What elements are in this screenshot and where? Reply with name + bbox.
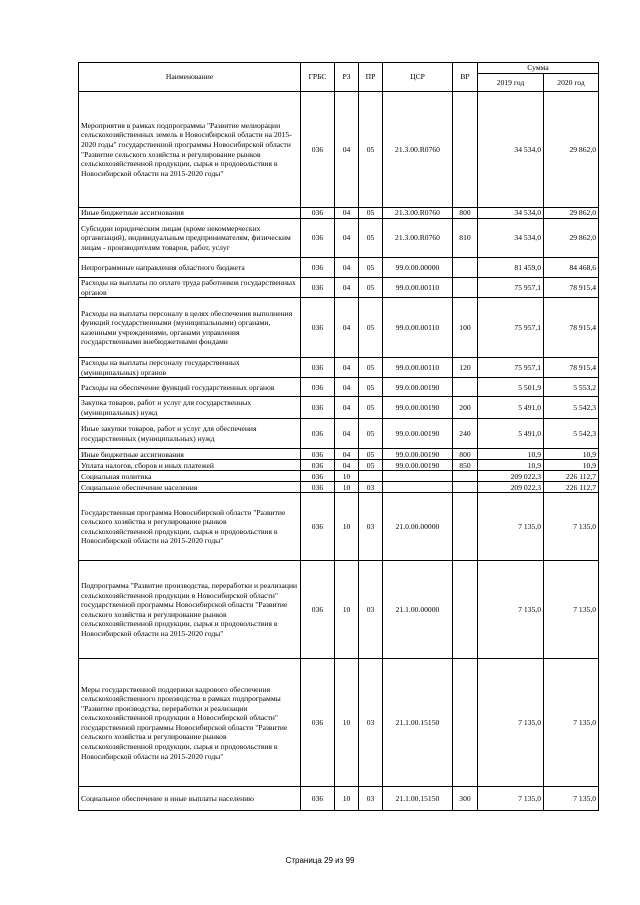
row-vr — [453, 482, 478, 493]
row-pr — [359, 471, 383, 482]
page-number: Страница 29 из 99 — [285, 856, 355, 865]
row-amount-2019: 34 534,0 — [478, 208, 544, 219]
row-pr: 05 — [359, 460, 383, 471]
row-pr: 05 — [359, 208, 383, 219]
row-pr: 05 — [359, 358, 383, 378]
row-rz: 10 — [335, 659, 359, 787]
row-vr: 300 — [453, 787, 478, 811]
row-grbs: 036 — [301, 659, 335, 787]
header-year-2019: 2019 год — [478, 74, 544, 92]
row-amount-2019: 34 534,0 — [478, 219, 544, 258]
row-pr: 03 — [359, 561, 383, 659]
table-row — [79, 449, 599, 460]
table-row — [79, 561, 599, 659]
row-amount-2020: 226 112,7 — [544, 482, 599, 493]
row-pr: 05 — [359, 449, 383, 460]
row-grbs: 036 — [301, 208, 335, 219]
row-vr — [453, 659, 478, 787]
row-grbs: 036 — [301, 471, 335, 482]
row-amount-2020: 7 135,0 — [544, 787, 599, 811]
row-amount-2020: 7 135,0 — [544, 659, 599, 787]
row-pr: 05 — [359, 419, 383, 449]
row-name: Иные бюджетные ассигнования — [79, 449, 301, 460]
row-amount-2020: 7 135,0 — [544, 493, 599, 561]
row-name: Государственная программа Новосибирской области "Развитие сельского хозяйства и регулирование рынков сельскохозяйственной продукции, сырья и продовольствия в Новосибирской области на 2015-2020 годы" — [79, 493, 301, 561]
row-rz: 10 — [335, 561, 359, 659]
row-name: Субсидии юридическим лицам (кроме некоммерческих организаций), индивидуальным предпринимателям, физическим лицам - производителям товаров, работ, услуг — [79, 219, 301, 258]
row-grbs: 036 — [301, 419, 335, 449]
row-amount-2019: 75 957,1 — [478, 358, 544, 378]
table-row — [79, 358, 599, 378]
row-amount-2020: 29 862,0 — [544, 92, 599, 208]
row-csr: 21.1.00.00000 — [383, 561, 453, 659]
row-vr: 850 — [453, 460, 478, 471]
row-amount-2020: 78 915,4 — [544, 278, 599, 298]
row-vr — [453, 92, 478, 208]
row-pr: 05 — [359, 298, 383, 358]
row-rz: 04 — [335, 92, 359, 208]
row-rz: 04 — [335, 208, 359, 219]
header-grbs: ГРБС — [301, 63, 335, 92]
row-rz: 04 — [335, 397, 359, 419]
row-name: Расходы на выплаты персоналу государственных (муниципальных) органов — [79, 358, 301, 378]
row-pr: 05 — [359, 278, 383, 298]
row-vr: 200 — [453, 397, 478, 419]
row-amount-2020: 78 915,4 — [544, 358, 599, 378]
row-rz: 10 — [335, 787, 359, 811]
table-row — [79, 298, 599, 358]
row-vr — [453, 493, 478, 561]
row-csr: 99.0.00.00000 — [383, 258, 453, 278]
row-pr: 05 — [359, 258, 383, 278]
budget-table-body — [79, 92, 599, 811]
row-name: Мероприятия в рамках подпрограммы "Развитие мелиорации сельскохозяйственных земель в Новосибирской области на 2015-2020 годы" государственной программы Новосибирской области "Развитие сельского хозяйства и регулирование рынков сельскохозяйственной продукции, сырья и продовольствия в Новосибирской области на 2015-2020 годы" — [79, 92, 301, 208]
row-amount-2020: 10,9 — [544, 449, 599, 460]
row-amount-2019: 81 459,0 — [478, 258, 544, 278]
header-name: Наименование — [79, 63, 301, 92]
row-csr: 21.3.00.R0760 — [383, 208, 453, 219]
table-row — [79, 278, 599, 298]
row-rz: 04 — [335, 378, 359, 397]
row-amount-2019: 7 135,0 — [478, 493, 544, 561]
header-rz: РЗ — [335, 63, 359, 92]
row-name: Меры государственной поддержки кадрового обеспечения сельскохозяйственного производства в рамках подпрограммы "Развитие производства, переработки и реализации сельскохозяйственной продукции в Новосибирской области" государственной программы Новосибирской области "Развитие сельского хозяйства и регулирование рынков сельскохозяйственной продукции, сырья и продовольствия в Новосибирской области на 2015-2020 годы" — [79, 659, 301, 787]
row-name: Социальное обеспечение населения — [79, 482, 301, 493]
row-name: Подпрограмма "Развитие производства, переработки и реализации сельскохозяйственной продукции в Новосибирской области" государственной программы Новосибирской области "Развитие сельского хозяйства и регулирование рынков сельскохозяйственной продукции, сырья и продовольствия в Новосибирской области на 2015-2020 годы" — [79, 561, 301, 659]
table-row — [79, 258, 599, 278]
row-csr: 99.0.00.00110 — [383, 358, 453, 378]
row-amount-2019: 75 957,1 — [478, 278, 544, 298]
row-amount-2019: 34 534,0 — [478, 92, 544, 208]
row-grbs: 036 — [301, 258, 335, 278]
row-rz: 04 — [335, 298, 359, 358]
row-pr: 03 — [359, 659, 383, 787]
row-grbs: 036 — [301, 92, 335, 208]
row-vr — [453, 561, 478, 659]
row-amount-2020: 29 862,0 — [544, 219, 599, 258]
row-amount-2019: 7 135,0 — [478, 659, 544, 787]
row-vr — [453, 278, 478, 298]
row-amount-2019: 5 501,9 — [478, 378, 544, 397]
row-amount-2019: 75 957,1 — [478, 298, 544, 358]
row-amount-2020: 5 542,3 — [544, 397, 599, 419]
row-amount-2020: 226 112,7 — [544, 471, 599, 482]
row-csr: 21.1.00.15150 — [383, 787, 453, 811]
row-name: Социальная политика — [79, 471, 301, 482]
row-pr: 05 — [359, 378, 383, 397]
row-csr — [383, 471, 453, 482]
row-amount-2019: 5 491,0 — [478, 397, 544, 419]
table-row — [79, 787, 599, 811]
row-name: Иные закупки товаров, работ и услуг для обеспечения государственных (муниципальных) нужд — [79, 419, 301, 449]
row-grbs: 036 — [301, 378, 335, 397]
header-vr: ВР — [453, 63, 478, 92]
row-vr — [453, 258, 478, 278]
row-pr: 03 — [359, 482, 383, 493]
row-name: Иные бюджетные ассигнования — [79, 208, 301, 219]
row-amount-2020: 5 542,3 — [544, 419, 599, 449]
header-sum: Сумма — [478, 63, 599, 74]
row-vr: 100 — [453, 298, 478, 358]
row-grbs: 036 — [301, 358, 335, 378]
row-grbs: 036 — [301, 278, 335, 298]
row-grbs: 036 — [301, 219, 335, 258]
row-amount-2020: 78 915,4 — [544, 298, 599, 358]
table-row — [79, 471, 599, 482]
table-row — [79, 659, 599, 787]
row-csr: 99.0.00.00110 — [383, 278, 453, 298]
row-grbs: 036 — [301, 449, 335, 460]
row-rz: 04 — [335, 358, 359, 378]
table-row — [79, 493, 599, 561]
row-grbs: 036 — [301, 397, 335, 419]
row-grbs: 036 — [301, 298, 335, 358]
row-name: Расходы на выплаты по оплате труда работников государственных органов — [79, 278, 301, 298]
header-year-2020: 2020 год — [544, 74, 599, 92]
row-amount-2019: 209 022,3 — [478, 471, 544, 482]
row-rz: 04 — [335, 258, 359, 278]
row-csr: 99.0.00.00190 — [383, 397, 453, 419]
row-pr: 05 — [359, 397, 383, 419]
row-rz: 04 — [335, 449, 359, 460]
table-row — [79, 482, 599, 493]
row-name: Непрограммные направления областного бюджета — [79, 258, 301, 278]
row-csr: 21.3.00.R0760 — [383, 92, 453, 208]
row-amount-2019: 7 135,0 — [478, 561, 544, 659]
row-csr: 21.0.00.00000 — [383, 493, 453, 561]
row-grbs: 036 — [301, 561, 335, 659]
row-csr: 99.0.00.00110 — [383, 298, 453, 358]
row-name: Уплата налогов, сборов и иных платежей — [79, 460, 301, 471]
row-rz: 04 — [335, 460, 359, 471]
row-name: Расходы на обеспечение функций государственных органов — [79, 378, 301, 397]
row-amount-2020: 29 862,0 — [544, 208, 599, 219]
row-pr: 05 — [359, 92, 383, 208]
row-amount-2019: 10,9 — [478, 460, 544, 471]
row-name: Закупка товаров, работ и услуг для государственных (муниципальных) нужд — [79, 397, 301, 419]
row-csr: 21.3.00.R0760 — [383, 219, 453, 258]
row-name: Расходы на выплаты персоналу в целях обеспечения выполнения функций государственными (муниципальными) органами, казенными учреждениями, органами управления государственными внебюджетными фондами — [79, 298, 301, 358]
row-grbs: 036 — [301, 787, 335, 811]
header-csr: ЦСР — [383, 63, 453, 92]
row-pr: 03 — [359, 787, 383, 811]
row-vr — [453, 471, 478, 482]
row-rz: 04 — [335, 219, 359, 258]
row-vr: 120 — [453, 358, 478, 378]
row-amount-2019: 10,9 — [478, 449, 544, 460]
row-vr: 240 — [453, 419, 478, 449]
row-rz: 04 — [335, 419, 359, 449]
table-row — [79, 92, 599, 208]
row-pr: 05 — [359, 219, 383, 258]
row-vr: 800 — [453, 449, 478, 460]
row-csr: 99.0.00.00190 — [383, 449, 453, 460]
row-csr — [383, 482, 453, 493]
table-row — [79, 397, 599, 419]
row-name: Социальное обеспечение и иные выплаты населению — [79, 787, 301, 811]
row-rz: 10 — [335, 482, 359, 493]
row-amount-2019: 5 491,0 — [478, 419, 544, 449]
row-csr: 21.1.00.15150 — [383, 659, 453, 787]
table-row — [79, 419, 599, 449]
row-rz: 04 — [335, 278, 359, 298]
row-pr: 03 — [359, 493, 383, 561]
row-amount-2020: 84 468,6 — [544, 258, 599, 278]
row-vr: 810 — [453, 219, 478, 258]
row-grbs: 036 — [301, 493, 335, 561]
row-grbs: 036 — [301, 482, 335, 493]
row-rz: 10 — [335, 471, 359, 482]
row-amount-2019: 209 022,3 — [478, 482, 544, 493]
table-row — [79, 378, 599, 397]
row-amount-2020: 7 135,0 — [544, 561, 599, 659]
row-amount-2020: 10,9 — [544, 460, 599, 471]
row-csr: 99.0.00.00190 — [383, 419, 453, 449]
row-vr — [453, 378, 478, 397]
row-csr: 99.0.00.00190 — [383, 460, 453, 471]
row-rz: 10 — [335, 493, 359, 561]
table-row — [79, 208, 599, 219]
budget-table — [78, 62, 599, 811]
table-row — [79, 460, 599, 471]
row-vr: 800 — [453, 208, 478, 219]
row-grbs: 036 — [301, 460, 335, 471]
header-pr: ПР — [359, 63, 383, 92]
row-csr: 99.0.00.00190 — [383, 378, 453, 397]
row-amount-2019: 7 135,0 — [478, 787, 544, 811]
row-amount-2020: 5 553,2 — [544, 378, 599, 397]
table-row — [79, 219, 599, 258]
